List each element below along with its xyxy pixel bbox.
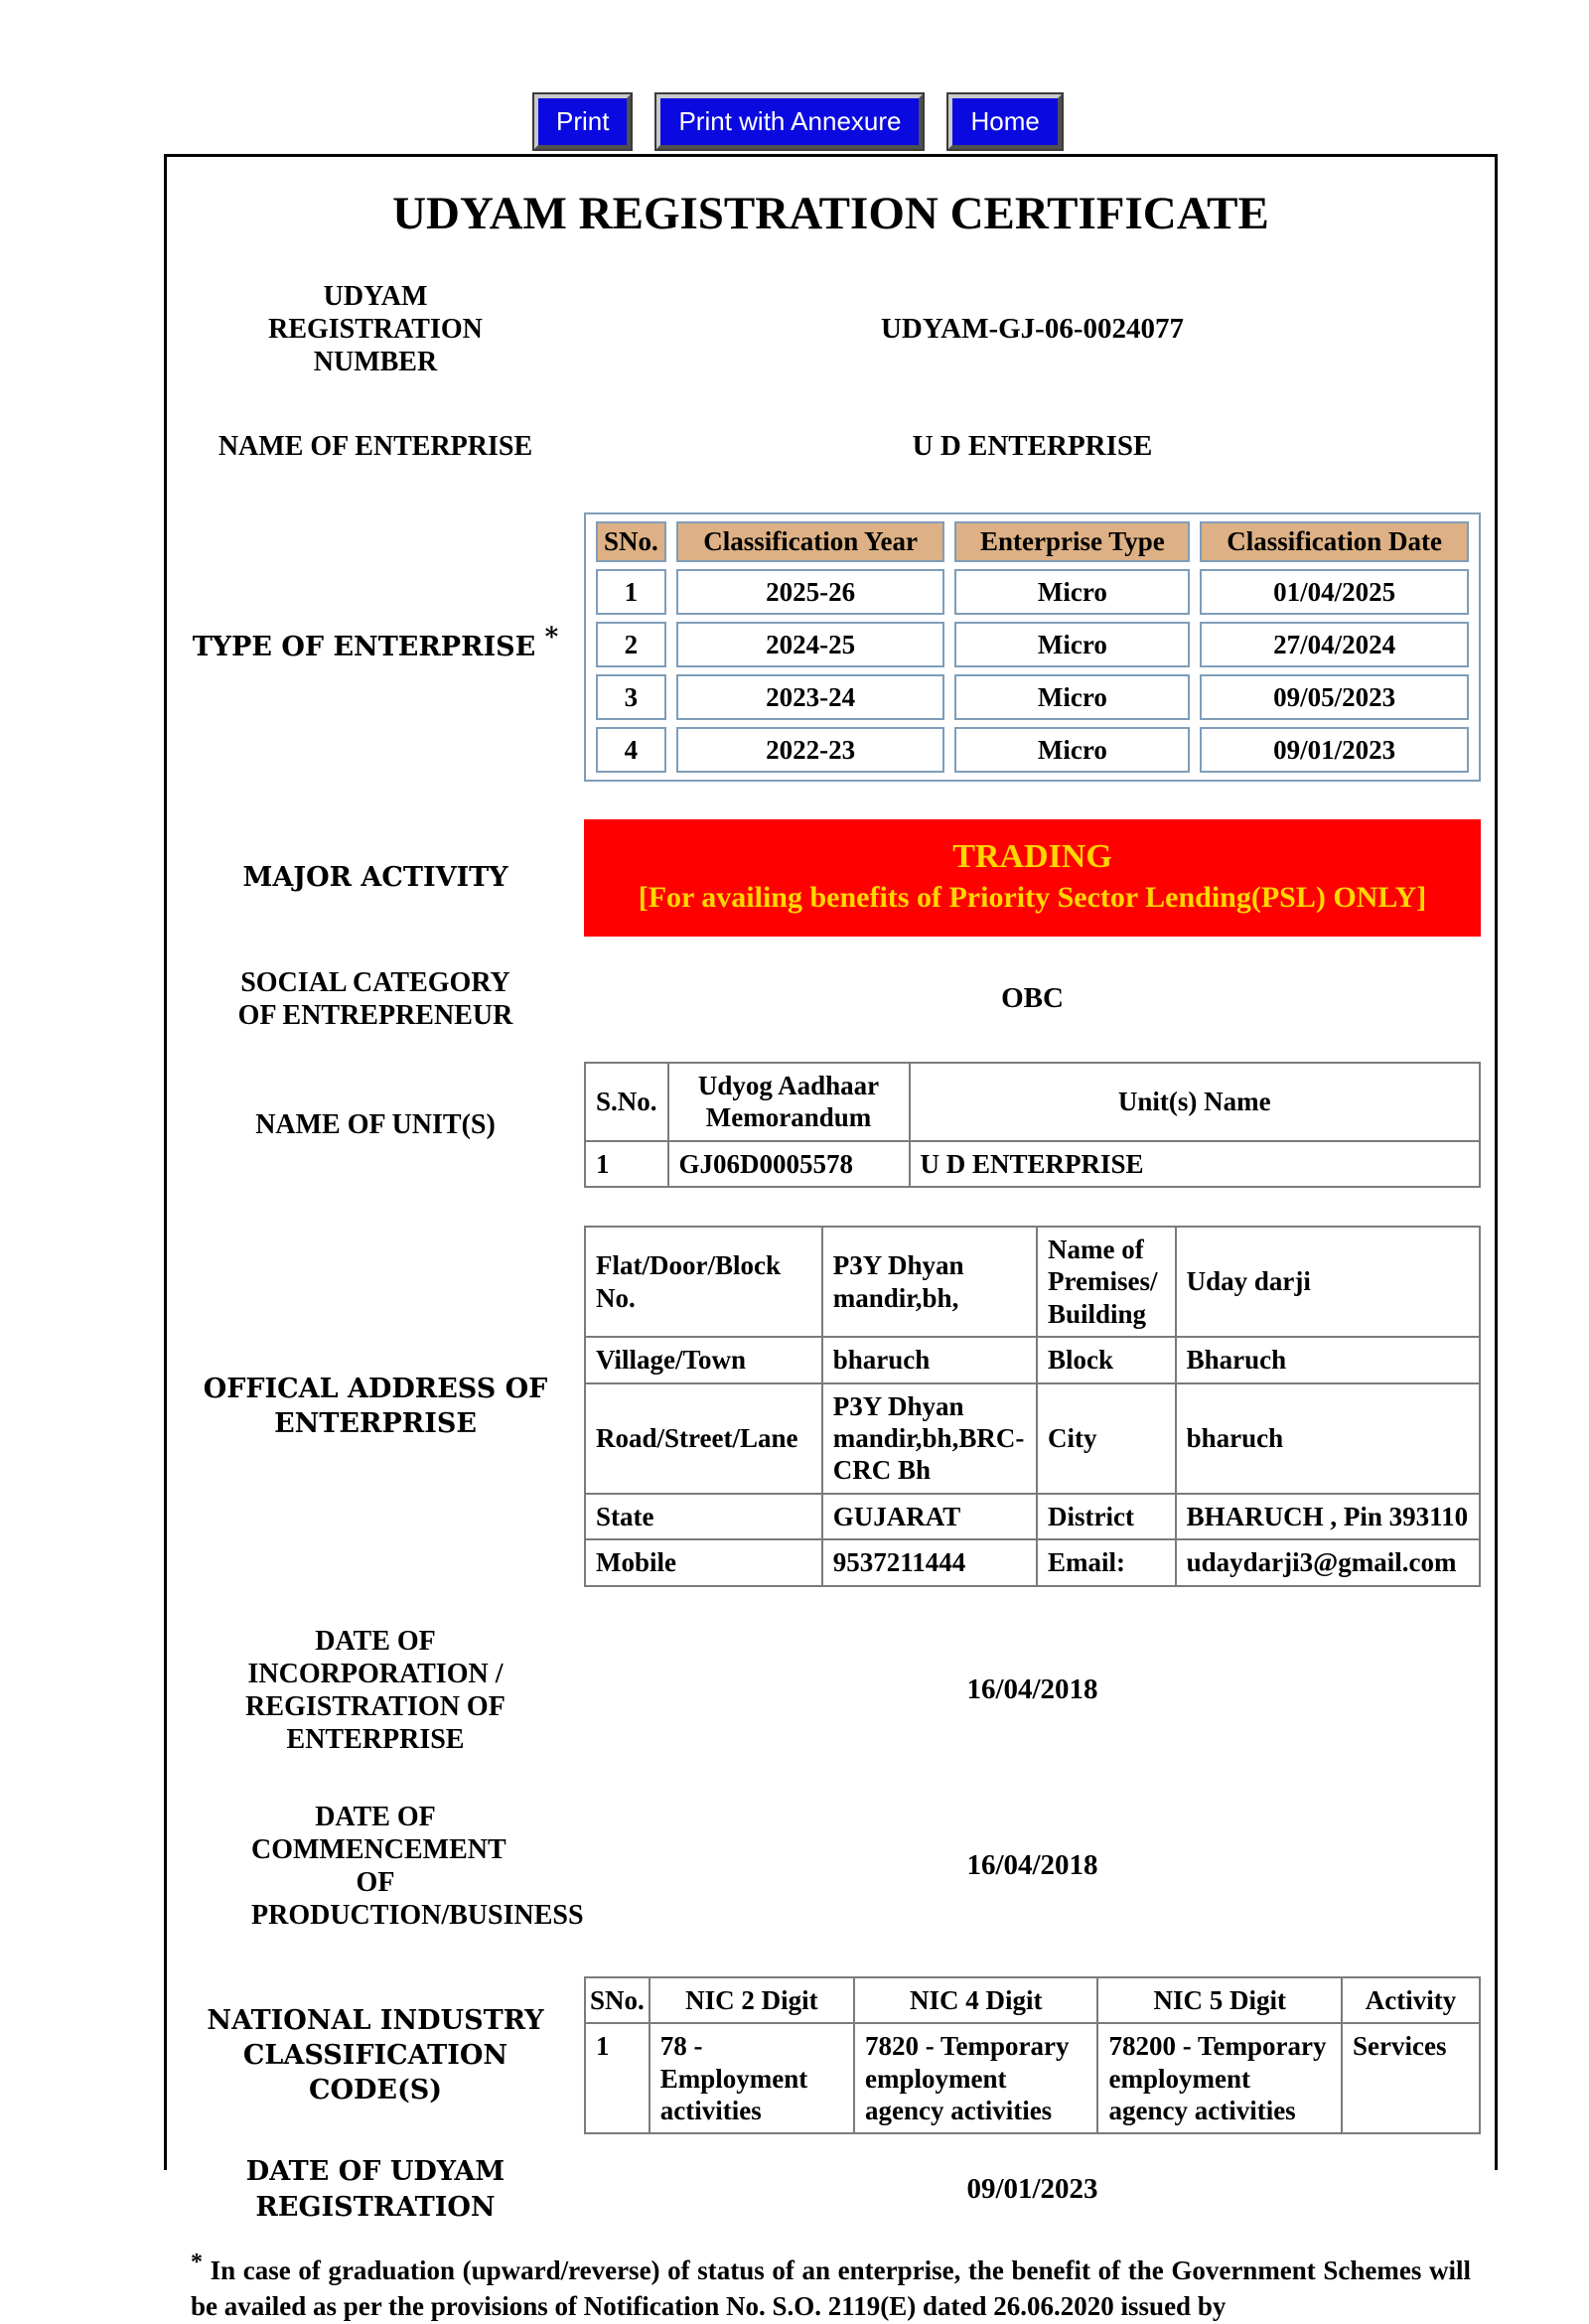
major-activity-row	[167, 819, 1495, 937]
table-row	[596, 622, 1469, 667]
cell: Road/Street/Lane	[585, 1383, 822, 1494]
major-activity-value: TRADING	[952, 838, 1112, 876]
cell: 2024-25	[676, 622, 945, 667]
header-nic5: NIC 5 Digit	[1097, 1977, 1342, 2023]
asterisk-mark: *	[544, 623, 559, 654]
udyam-date-label: DATE OF UDYAM REGISTRATION	[245, 2156, 506, 2223]
cell: Services	[1342, 2023, 1480, 2133]
cell: 2022-23	[676, 727, 945, 773]
commencement-date-label: DATE OF COMMENCEMENT OF PRODUCTION/BUSINESS	[251, 1801, 584, 1931]
table-header-row	[596, 521, 1469, 562]
address-row	[167, 1226, 1495, 1587]
header-enterprise-type: Enterprise Type	[954, 521, 1190, 562]
header-classification-year: Classification Year	[676, 521, 945, 562]
page-title: UDYAM REGISTRATION CERTIFICATE	[392, 188, 1269, 239]
units-table	[584, 1062, 1481, 1188]
header-udyog-aadhaar: Udyog Aadhaar Memorandum	[668, 1063, 910, 1141]
cell: 78200 - Temporary employment agency activities	[1097, 2023, 1342, 2133]
cell: Bharuch	[1176, 1337, 1480, 1382]
type-of-enterprise-label: TYPE OF ENTERPRISE *	[192, 623, 559, 663]
toolbar	[534, 94, 1062, 149]
cell: City	[1037, 1383, 1176, 1494]
address-table	[584, 1226, 1481, 1587]
type-of-enterprise-table	[584, 512, 1481, 782]
table-header-row	[585, 1063, 1480, 1141]
udyam-date-value: 09/01/2023	[966, 2173, 1098, 2206]
cell: 09/01/2023	[1200, 727, 1469, 773]
cell: Micro	[954, 674, 1190, 720]
urn-value: UDYAM-GJ-06-0024077	[880, 313, 1184, 346]
certificate-page	[164, 154, 1498, 2322]
table-header-row	[585, 1977, 1480, 2023]
cell: udaydarji3@gmail.com	[1176, 1539, 1480, 1585]
header-nic2: NIC 2 Digit	[650, 1977, 854, 2023]
social-category-row	[167, 966, 1495, 1032]
footnote-asterisk: *	[191, 2249, 203, 2275]
header-unit-name: Unit(s) Name	[910, 1063, 1480, 1141]
cell: 2025-26	[676, 569, 945, 615]
cell: 2023-24	[676, 674, 945, 720]
address-label: OFFICAL ADDRESS OF ENTERPRISE	[203, 1373, 548, 1439]
table-row	[585, 1141, 1480, 1187]
incorporation-date-value: 16/04/2018	[966, 1673, 1098, 1706]
cell: Email:	[1037, 1539, 1176, 1585]
cell: bharuch	[822, 1337, 1037, 1382]
table-row	[585, 1383, 1480, 1494]
print-with-annexure-button[interactable]: Print with Annexure	[656, 94, 923, 149]
cell: Flat/Door/Block No.	[585, 1227, 822, 1337]
major-activity-note: [For availing benefits of Priority Sector Lending(PSL) ONLY]	[638, 881, 1427, 915]
nic-label: NATIONAL INDUSTRY CLASSIFICATION CODE(S)	[207, 2005, 544, 2106]
commencement-date-value: 16/04/2018	[966, 1849, 1098, 1882]
cell: P3Y Dhyan mandir,bh,BRC-CRC Bh	[822, 1383, 1037, 1494]
cell: 09/05/2023	[1200, 674, 1469, 720]
header-sno: SNo.	[596, 521, 666, 562]
social-category-label: SOCIAL CATEGORY OF ENTREPRENEUR	[237, 966, 513, 1031]
cell: Micro	[954, 727, 1190, 773]
urn-row	[167, 280, 1495, 378]
table-row	[596, 569, 1469, 615]
table-row	[596, 727, 1469, 773]
header-classification-date: Classification Date	[1200, 521, 1469, 562]
cell: bharuch	[1176, 1383, 1480, 1494]
incorporation-date-row	[167, 1625, 1495, 1756]
footnote-text: In case of graduation (upward/reverse) of status of an enterprise, the benefit of the Government Schemes will be availed as per the provisions of Notification No. S.O. 2119(E) dated 26.06.2020 issued by	[191, 2254, 1472, 2322]
table-row	[596, 674, 1469, 720]
major-activity-label: MAJOR ACTIVITY	[242, 862, 508, 894]
table-row	[585, 2023, 1480, 2133]
cell: 27/04/2024	[1200, 622, 1469, 667]
cell: Mobile	[585, 1539, 822, 1585]
footnote	[191, 2247, 1471, 2324]
cell: GJ06D0005578	[668, 1141, 910, 1187]
table-row	[585, 1539, 1480, 1585]
cell: 1	[585, 1141, 668, 1187]
cell: 78 - Employment activities	[650, 2023, 854, 2133]
cell: Uday darji	[1176, 1227, 1480, 1337]
commencement-date-row	[167, 1801, 1495, 1932]
header-nic4: NIC 4 Digit	[854, 1977, 1098, 2023]
cell: Block	[1037, 1337, 1176, 1382]
cell: 2	[596, 622, 666, 667]
cell: 7820 - Temporary employment agency activities	[854, 2023, 1098, 2133]
cell: Name of Premises/ Building	[1037, 1227, 1176, 1337]
cell: 1	[585, 2023, 650, 2133]
cell: P3Y Dhyan mandir,bh,	[822, 1227, 1037, 1337]
cell: 3	[596, 674, 666, 720]
table-row	[585, 1494, 1480, 1539]
cell: Village/Town	[585, 1337, 822, 1382]
cell: State	[585, 1494, 822, 1539]
cell: GUJARAT	[822, 1494, 1037, 1539]
enterprise-name-row	[167, 430, 1495, 463]
header-sno: S.No.	[585, 1063, 668, 1141]
udyam-date-row	[167, 2154, 1495, 2224]
cell: BHARUCH , Pin 393110	[1176, 1494, 1480, 1539]
cell: Micro	[954, 569, 1190, 615]
enterprise-name-label: NAME OF ENTERPRISE	[217, 431, 533, 463]
header-sno: SNo.	[585, 1977, 650, 2023]
table-row	[585, 1227, 1480, 1337]
incorporation-date-label: DATE OF INCORPORATION / REGISTRATION OF ENTERPRISE	[245, 1625, 506, 1755]
enterprise-name-value: U D ENTERPRISE	[912, 430, 1153, 463]
cell: District	[1037, 1494, 1176, 1539]
home-button[interactable]: Home	[948, 94, 1061, 149]
nic-row	[167, 1976, 1495, 2135]
social-category-value: OBC	[1001, 982, 1064, 1015]
print-button[interactable]: Print	[534, 94, 631, 149]
nic-table	[584, 1976, 1481, 2135]
units-row	[167, 1062, 1495, 1188]
cell: 4	[596, 727, 666, 773]
cell: 01/04/2025	[1200, 569, 1469, 615]
major-activity-banner	[584, 819, 1481, 937]
type-of-enterprise-row	[167, 512, 1495, 782]
urn-label: UDYAM REGISTRATION NUMBER	[268, 281, 483, 378]
cell: U D ENTERPRISE	[910, 1141, 1480, 1187]
units-label: NAME OF UNIT(S)	[255, 1108, 496, 1140]
table-row	[585, 1337, 1480, 1382]
cell: Micro	[954, 622, 1190, 667]
cell: 9537211444	[822, 1539, 1037, 1585]
header-activity: Activity	[1342, 1977, 1480, 2023]
cell: 1	[596, 569, 666, 615]
